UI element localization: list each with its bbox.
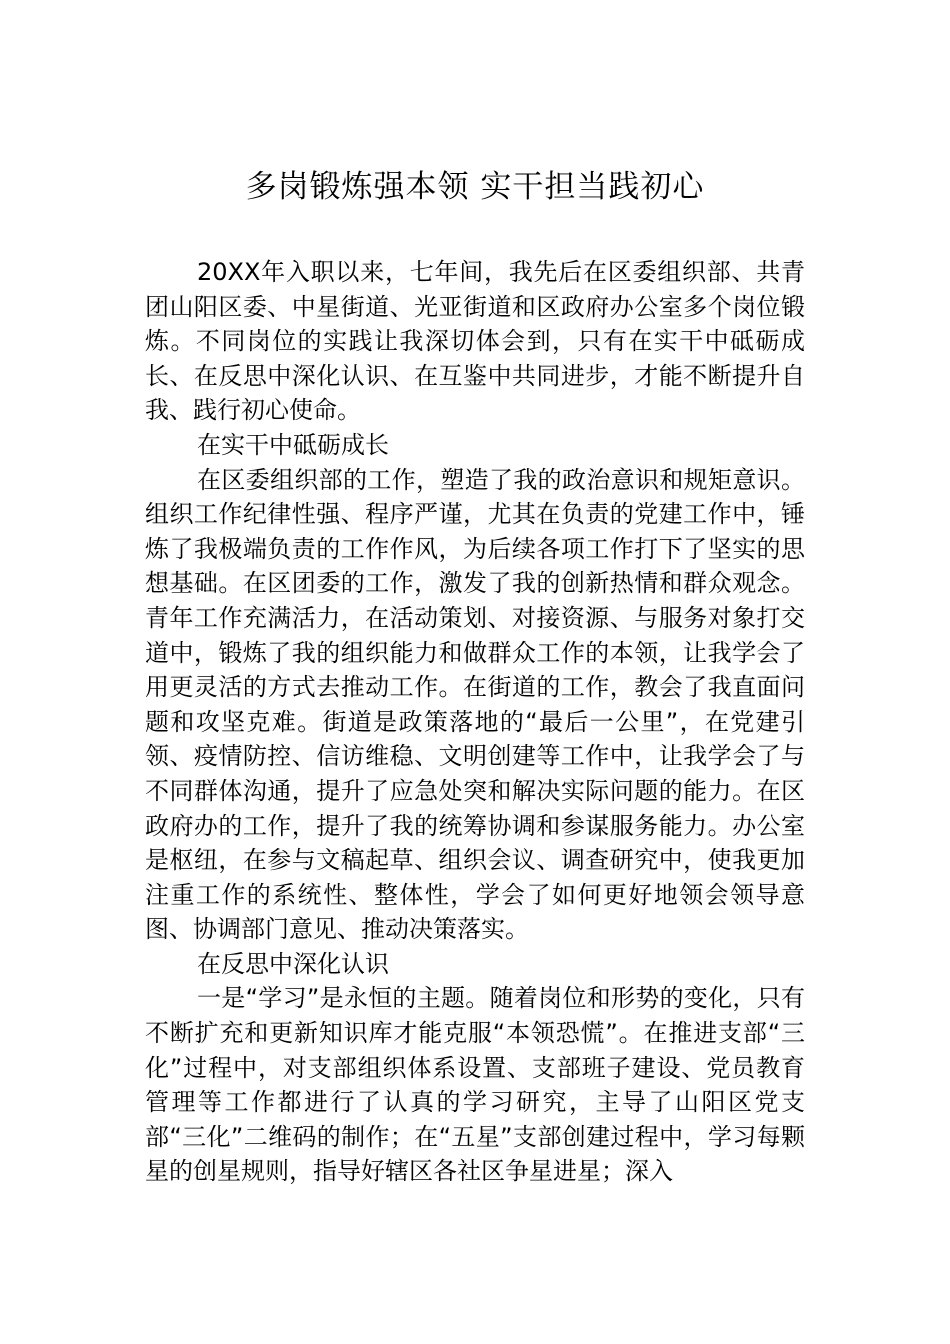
section-heading-reflection: 在反思中深化认识 (197, 949, 389, 978)
intro-paragraph: 20XX年入职以来，七年间，我先后在区委组织部、共青团山阳区委、中星街道、光亚街道和区政府办公室多个岗位锻炼。不同岗位的实践让我深切体会到，只有在实干中砥砺成长、在反思中深化认识、在互鉴中共同进步，才能不断提升自我、践行初心使命。 (145, 258, 805, 425)
document-body (145, 255, 805, 1189)
section-paragraph-practice: 在区委组织部的工作，塑造了我的政治意识和规矩意识。组织工作纪律性强、程序严谨，尤其在负责的党建工作中，锤炼了我极端负责的工作作风，为后续各项工作打下了坚实的思想基础。在区团委的工作，激发了我的创新热情和群众观念。青年工作充满活力，在活动策划、对接资源、与服务对象打交道中，锻炼了我的组织能力和做群众工作的本领，让我学会了用更灵活的方式去推动工作。在街道的工作，教会了我直面问题和攻坚克难。街道是政策落地的“最后一公里”，在党建引领、疫情防控、信访维稳、文明创建等工作中，让我学会了与不同群体沟通，提升了应急处突和解决实际问题的能力。在区政府办的工作，提升了我的统筹协调和参谋服务能力。办公室是枢纽，在参与文稿起草、组织会议、调查研究中，使我更加注重工作的系统性、整体性，学会了如何更好地领会领导意图、协调部门意见、推动决策落实。 (145, 465, 805, 944)
section-paragraph-reflection: 一是“学习”是永恒的主题。随着岗位和形势的变化，只有不断扩充和更新知识库才能克服“本领恐慌”。在推进支部“三化”过程中，对支部组织体系设置、支部班子建设、党员教育管理等工作都进行了认真的学习研究，主导了山阳区党支部“三化”二维码的制作；在“五星”支部创建过程中，学习每颗星的创星规则，指导好辖区各社区争星进星；深入 (145, 984, 805, 1186)
section-heading-practice: 在实干中砥砺成长 (197, 430, 389, 459)
document-title: 多岗锻炼强本领 实干担当践初心 (245, 169, 705, 205)
